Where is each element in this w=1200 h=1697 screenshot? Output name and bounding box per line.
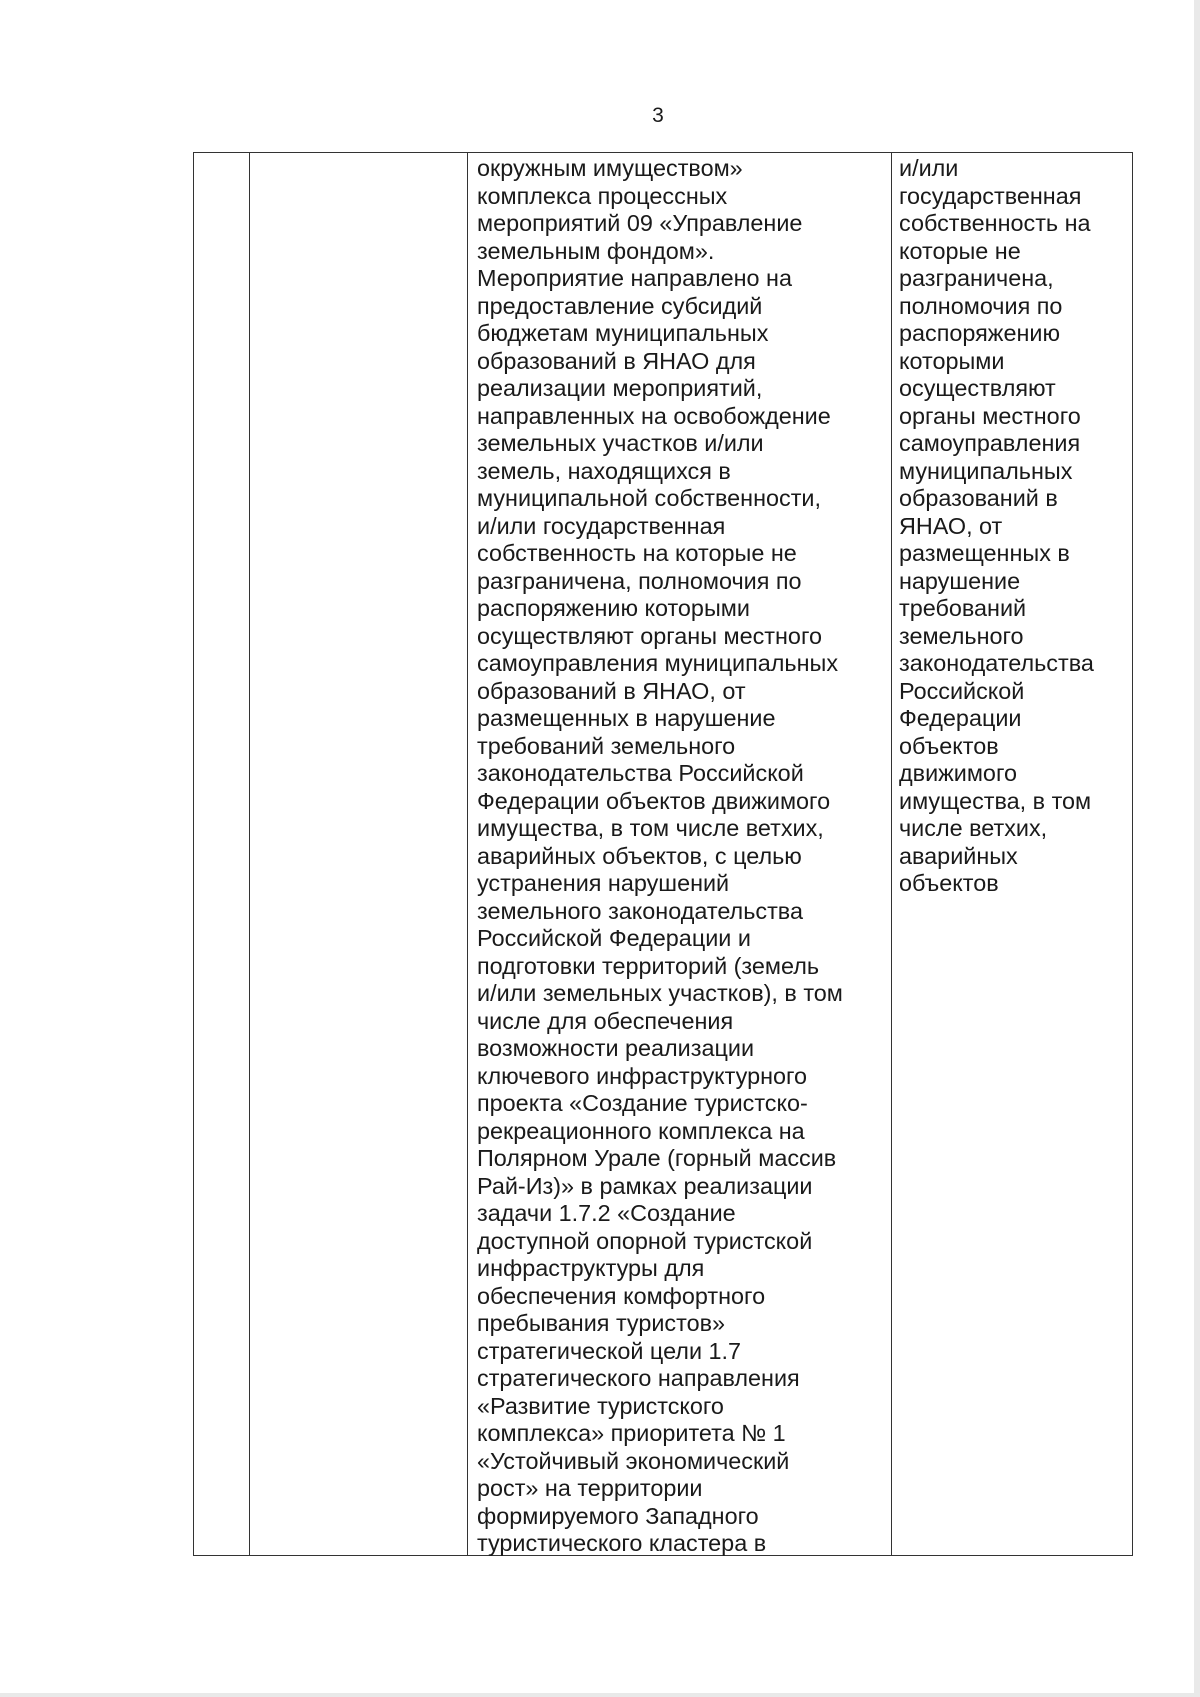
table-column-divider-2	[467, 153, 468, 1555]
scan-bottom-edge	[0, 1693, 1200, 1697]
table-cell-description: окружным имуществом» комплекса процессных мероприятий 09 «Управление земельным фондом». Мероприятие направлено на предоставление субсидий бюджетам муниципальных образований в ЯНАО для реализации мероприятий, направленных на освобождение земельных участков и/или земель, находящихся в муниципальной собственности, и/или государственная собственность на которые не разграничена, полномочия по распоряжению которыми осуществляют органы местного самоуправления муниципальных образований в ЯНАО, от размещенных в нарушение требований земельного законодательства Российской Федерации объектов движимого имущества, в том числе ветхих, аварийных объектов, с целью устранения нарушений земельного законодательства Российской Федерации и подготовки территорий (земель и/или земельных участков), в том числе для обеспечения возможности реализации ключевого инфраструктурного проекта «Создание туристско- рекреационного комплекса на Полярном Урале (горный массив Рай-Из)» в рамках реализации задачи 1.7.2 «Создание доступной опорной туристской инфраструктуры для обеспечения комфортного пребывания туристов» стратегической цели 1.7 стратегического направления «Развитие туристского комплекса» приоритета № 1 «Устойчивый экономический рост» на территории формируемого Западного туристического кластера в	[477, 155, 843, 1556]
page-number: 3	[652, 104, 664, 127]
table-column-divider-1	[249, 153, 250, 1555]
table-cell-objects: и/или государственная собственность на которые не разграничена, полномочия по распоряжению которыми осуществляют органы местного самоуправления муниципальных образований в ЯНАО, от размещенных в нарушение требований земельного законодательства Российской Федерации объектов движимого имущества, в том числе ветхих, аварийных объектов	[899, 155, 1094, 896]
document-table	[193, 152, 1133, 1556]
scan-right-edge	[1194, 0, 1200, 1697]
table-column-divider-3	[891, 153, 892, 1555]
